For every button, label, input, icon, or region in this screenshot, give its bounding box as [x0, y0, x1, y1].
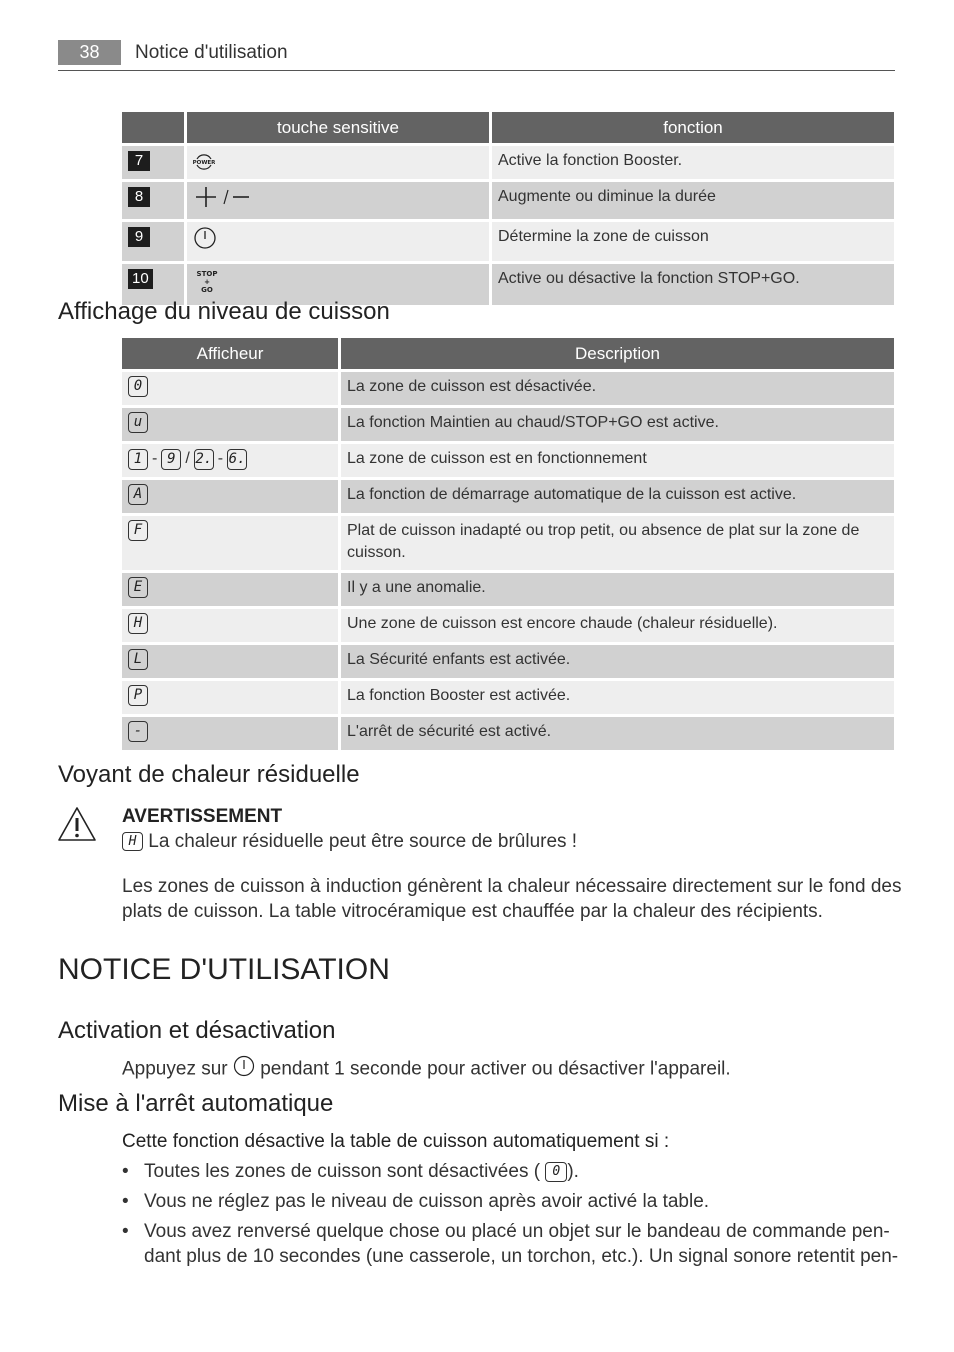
bullet1-after: ).: [567, 1161, 579, 1182]
row-number: 8: [128, 187, 150, 207]
activation-text-after: pendant 1 seconde pour activer ou désactiver l'appareil.: [260, 1058, 731, 1080]
table-row: [122, 609, 894, 642]
table-row: [122, 146, 894, 179]
display-desc: La zone de cuisson est désactivée.: [341, 372, 894, 405]
section-title-display: Affichage du niveau de cuisson: [58, 298, 390, 325]
display-symbol: 0: [545, 1162, 567, 1182]
table-row: [122, 480, 894, 513]
touch-controls-table: [119, 109, 897, 308]
table-row: [122, 444, 894, 477]
display-symbol: P: [128, 685, 148, 706]
display-desc: L'arrêt de sécurité est activé.: [341, 717, 894, 750]
list-item: • Vous ne réglez pas le niveau de cuisson après avoir activé la table.: [122, 1191, 710, 1212]
activation-text: [122, 1055, 731, 1084]
main-title: NOTICE D'UTILISATION: [58, 953, 390, 986]
list-item: • Toutes les zones de cuisson sont désactivées ( 0 ).: [122, 1161, 579, 1182]
display-desc: Une zone de cuisson est encore chaude (chaleur résiduelle).: [341, 609, 894, 642]
section-title-activation: Activation et désactivation: [58, 1017, 336, 1044]
auto-off-intro: Cette fonction désactive la table de cuisson automatiquement si :: [122, 1131, 670, 1152]
warning-title: AVERTISSEMENT: [122, 806, 283, 827]
running-title: Notice d'utilisation: [135, 42, 288, 63]
display-symbol: u: [128, 412, 148, 433]
header-rule: [58, 70, 895, 71]
display-symbol: 0: [128, 376, 148, 397]
display-desc: Plat de cuisson inadapté ou trop petit, ou absence de plat sur la zone de cuisson.: [341, 516, 894, 570]
table-row: [122, 222, 894, 261]
table1-header-num: [122, 112, 184, 143]
function-desc: Détermine la zone de cuisson: [492, 222, 894, 261]
display-symbol: -: [128, 721, 148, 742]
table2-header-description: Description: [341, 338, 894, 369]
residual-heat-symbol: H: [122, 832, 143, 851]
warning-line: [122, 829, 577, 854]
display-symbol: 6.: [227, 449, 247, 470]
display-symbol: E: [128, 577, 148, 598]
display-desc: La fonction Booster est activée.: [341, 681, 894, 714]
list-item: • Vous avez renversé quelque chose ou placé un objet sur le bandeau de commande pen-: [122, 1221, 890, 1242]
display-symbol: A: [128, 484, 148, 505]
svg-text:+: +: [204, 278, 210, 286]
range-dash: -: [152, 450, 158, 467]
row-number: 10: [128, 269, 153, 289]
display-symbol: F: [128, 520, 148, 541]
bullet2-text: Vous ne réglez pas le niveau de cuisson après avoir activé la table.: [144, 1191, 710, 1212]
display-symbol: 9: [161, 449, 181, 470]
table-row: [122, 573, 894, 606]
warning-icon: [57, 805, 97, 848]
display-desc: Il y a une anomalie.: [341, 573, 894, 606]
page-number: 38: [58, 40, 121, 65]
stop-go-icon: [193, 268, 221, 301]
warning-text: La chaleur résiduelle peut être source de brûlures !: [148, 831, 578, 852]
range-slash: /: [185, 450, 190, 467]
row-number: 7: [128, 151, 150, 171]
table-row: [122, 645, 894, 678]
section-title-residual: Voyant de chaleur résiduelle: [58, 761, 360, 788]
display-desc: La Sécurité enfants est activée.: [341, 645, 894, 678]
section-title-auto-off: Mise à l'arrêt automatique: [58, 1090, 334, 1117]
svg-text:POWER: POWER: [193, 160, 215, 166]
power-booster-icon: [193, 150, 215, 172]
table-row: [122, 408, 894, 441]
display-symbol: 2.: [194, 449, 214, 470]
table-row: [122, 681, 894, 714]
bullet1-before: Toutes les zones de cuisson sont désactivées (: [144, 1161, 541, 1182]
display-symbol: 1: [128, 449, 148, 470]
activation-text-before: Appuyez sur: [122, 1058, 228, 1080]
svg-text:STOP: STOP: [196, 270, 218, 278]
function-desc: Augmente ou diminue la durée: [492, 182, 894, 219]
display-desc: La zone de cuisson est en fonctionnement: [341, 444, 894, 477]
display-desc: La fonction de démarrage automatique de la cuisson est active.: [341, 480, 894, 513]
bullet3-line2: dant plus de 10 secondes (une casserole, un torchon, etc.). Un signal sonore retentit pen-: [144, 1246, 899, 1267]
plus-minus-icon: [193, 186, 253, 215]
residual-para-line2: plats de cuisson. La table vitrocéramique est chauffée par la chaleur des récipients.: [122, 901, 823, 922]
table-row: [122, 516, 894, 570]
on-off-icon: [233, 1055, 255, 1084]
table1-header-key: touche sensitive: [187, 112, 489, 143]
display-symbol: L: [128, 649, 148, 670]
zone-select-icon: [193, 226, 217, 257]
bullet3-line1: Vous avez renversé quelque chose ou placé un objet sur le bandeau de commande pen-: [144, 1221, 890, 1242]
table2-header-display: Afficheur: [122, 338, 338, 369]
display-desc: La fonction Maintien au chaud/STOP+GO est active.: [341, 408, 894, 441]
table1-header-function: fonction: [492, 112, 894, 143]
table-row: [122, 182, 894, 219]
display-table: [119, 335, 897, 753]
table-row: [122, 717, 894, 750]
table-row: [122, 372, 894, 405]
function-desc: Active la fonction Booster.: [492, 146, 894, 179]
row-number: 9: [128, 227, 150, 247]
display-symbol: H: [128, 613, 148, 634]
function-desc: Active ou désactive la fonction STOP+GO.: [492, 264, 894, 305]
svg-text:GO: GO: [201, 286, 213, 294]
residual-para-line1: Les zones de cuisson à induction génèrent la chaleur nécessaire directement sur le fond des: [122, 876, 902, 897]
range-dash: -: [217, 450, 224, 467]
